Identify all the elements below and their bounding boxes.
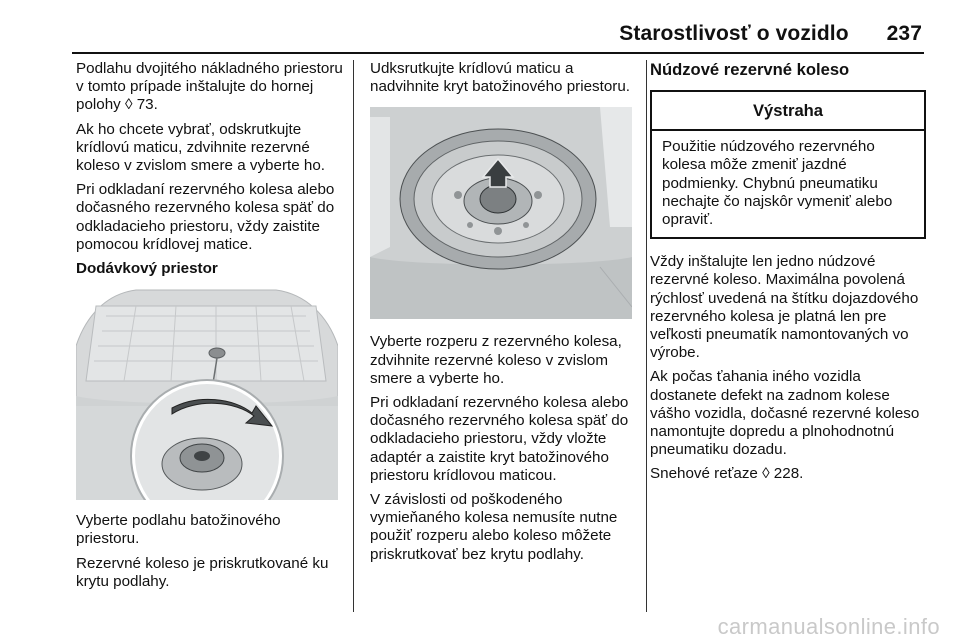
section-heading: Núdzové rezervné koleso: [650, 60, 850, 79]
paragraph: Pri odkladaní rezervného kolesa alebo dočasného rezervného kolesa späť do odkladacieho priestoru, vždy vložte adaptér a zaistite kryt batožinového priestoru krídlovou maticou.: [370, 394, 629, 484]
paragraph: Podlahu dvojitého nákladného priestoru v tomto prípade inštalujte do hornej polohy ◊ 73.: [76, 60, 343, 114]
cargo-floor-illustration: [76, 286, 338, 500]
subheading: Dodávkový priestor: [76, 260, 218, 278]
warning-title: Výstraha: [652, 92, 924, 131]
paragraph: Snehové reťaze ◊ 228.: [650, 465, 804, 483]
column-divider-2: [646, 60, 647, 612]
column-3: [650, 60, 926, 490]
paragraph: Pri odkladaní rezervného kolesa alebo dočasného rezervného kolesa späť do odkladacieho priestoru, vždy zaistite pomocou krídlovej matice.: [76, 181, 335, 253]
section-title: Starostlivosť o vozidlo: [619, 22, 849, 45]
column-divider-1: [353, 60, 354, 612]
paragraph: Vyberte podlahu batožinového priestoru.: [76, 512, 281, 548]
warning-text: Použitie núdzového rezervného kolesa môže zmeniť jazdné podmienky. Chybnú pneumatiku nechajte čo najskôr vymeniť alebo opraviť.: [662, 138, 893, 229]
paragraph: V závislosti od poškodeného vymieňaného kolesa nemusíte nutne použiť rozperu alebo koleso môžete priskrutkovať bez krytu podlahy.: [370, 491, 618, 563]
paragraph: Vždy inštalujte len jedno núdzové rezervné koleso. Maximálna povolená rýchlosť uvedená na štítku dojazdového rezervného kolesa je platná len pre veľkosti pneumatík namontovaných vo výrobe.: [650, 253, 919, 362]
paragraph: Udksrutkujte krídlovú maticu a nadvihnite kryt batožinového priestoru.: [370, 60, 631, 96]
paragraph: Ak ho chcete vybrať, odskrutkujte krídlovú maticu, zdvihnite rezervné koleso v zvislom smere a vyberte ho.: [76, 120, 325, 175]
paragraph: Ak počas ťahania iného vozidla dostanete defekt na zadnom kolese vášho vozidla, dočasné rezervné koleso namontujte dopredu a plnohodnotnú pneumatiku dozadu.: [650, 368, 920, 459]
warning-box: [650, 90, 926, 239]
spare-wheel-illustration: [370, 107, 632, 319]
column-2: [370, 60, 636, 570]
paragraph: Rezervné koleso je priskrutkované ku krytu podlahy.: [76, 554, 329, 590]
page-number: 237: [886, 22, 922, 45]
header-rule: [72, 52, 924, 54]
column-1: [76, 60, 344, 597]
watermark: carmanualsonline.info: [717, 614, 940, 639]
page-header: [0, 22, 922, 46]
paragraph: Vyberte rozperu z rezervného kolesa, zdvihnite rezervné koleso v zvislom smere a vyberte ho.: [370, 333, 622, 387]
